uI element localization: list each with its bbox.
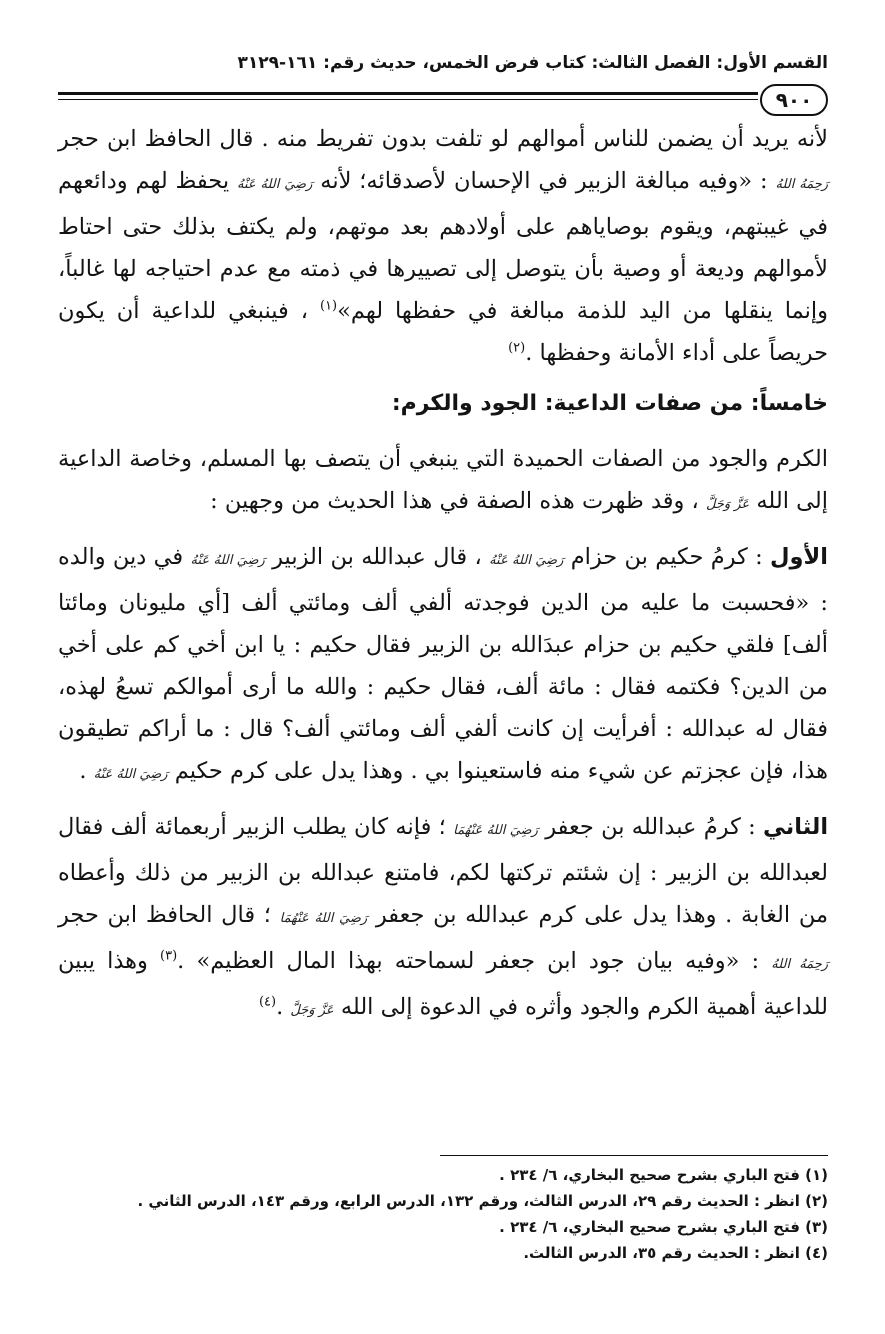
- paragraph-2-text: الكرم والجود من الصفات الحميدة التي ينبغي أن يتصف بها المسلم، وخاصة الداعية إلى الله: [58, 446, 828, 514]
- paragraph-2: [58, 438, 828, 526]
- footnotes: [58, 1162, 828, 1266]
- honorific-glyph: رَضِيَ اللهُ عَنْهُمَا: [279, 911, 368, 926]
- paragraph-4-text: : كرمُ عبدالله بن جعفر: [545, 814, 756, 840]
- footnote-1: (١) فتح الباري بشرح صحيح البخاري، ٦/ ٢٣٤ .: [499, 1166, 828, 1184]
- paragraph-3-end: .: [79, 758, 87, 784]
- point-label-second: الثاني: [763, 814, 829, 840]
- honorific-glyph: عَزَّ وَجَلَّ: [290, 1003, 334, 1018]
- header-rule-thin: [58, 99, 758, 100]
- paragraph-2-text-end: ، وقد ظهرت هذه الصفة في هذا الحديث من وجهين :: [210, 488, 699, 514]
- paragraph-4-quote: : «وفيه بيان جود ابن جعفر لسماحته بهذا المال العظيم» .: [177, 948, 760, 974]
- honorific-glyph: عَزَّ وَجَلَّ: [705, 497, 750, 512]
- section-heading: خامساً: من صفات الداعية: الجود والكرم:: [391, 391, 828, 416]
- honorific-glyph: رَحِمَهُ اللهُ: [775, 177, 829, 192]
- paragraph-1-quote: يحفظ لهم ودائعهم في غيبتهم، ويقوم بوصاياهم على أولادهم بعد موتهم، ولم يكتف بذلك حتى احتاط لأموالهم وديعة أو وصية بأن يتوصل إلى تصييرها في ذمته مع عدم احتياجه لها غالباً، وإنما ينقلها من اليد للذمة مبالغة في حفظها لهم»: [58, 168, 829, 324]
- paragraph-4-text-e: وهذا يبين للداعية أهمية الكرم والجود وأثره في الدعوة إلى الله: [58, 948, 828, 1020]
- honorific-glyph: رَحِمَهُ اللهُ: [771, 957, 829, 972]
- honorific-glyph: رَضِيَ اللهُ عَنْهُ: [236, 177, 313, 192]
- point-label-first: الأول: [770, 544, 829, 570]
- footnote-2: (٢) انظر : الحديث رقم ٢٩، الدرس الثالث، ورقم ١٣٢، الدرس الرابع، ورقم ١٤٣، الدرس الثاني .: [137, 1192, 828, 1210]
- header-rule-thick: [58, 92, 758, 95]
- main-text: [58, 118, 828, 1042]
- honorific-glyph: رَضِيَ اللهُ عَنْهُ: [190, 553, 265, 568]
- paragraph-3-text: : كرمُ حكيم بن حزام: [570, 544, 763, 570]
- paragraph-1-conclusion: ، فينبغي للداعية أن يكون حريصاً على أداء الأمانة وحفظها .: [58, 298, 828, 366]
- footnote-3: (٣) فتح الباري بشرح صحيح البخاري، ٦/ ٢٣٤ .: [499, 1218, 828, 1236]
- paragraph-4: [58, 806, 828, 1032]
- paragraph-1-quote-start: : «وفيه مبالغة الزبير في الإحسان لأصدقائه؛ لأنه: [320, 168, 768, 194]
- footnote-ref-4[interactable]: (٤): [258, 994, 277, 1010]
- paragraph-1: [58, 118, 828, 374]
- running-header: القسم الأول: الفصل الثالث: كتاب فرض الخمس، حديث رقم: ١٦١-٣١٢٩: [237, 53, 828, 73]
- paragraph-4-text-c: ؛ قال الحافظ ابن حجر: [58, 902, 271, 928]
- paragraph-3: [58, 536, 828, 796]
- paragraph-3-quote: في دين والده : «فحسبت ما عليه من الدين فوجدته ألفي ألف ومائتي ألف [أي مليونان ومائتا ألف] فلقي حكيم بن حزام عبدَالله بن الزبير فقال حكيم : يا ابن أخي كم على أخي من الدين؟ فكتمه فقال : مائة ألف، فقال حكيم : والله ما أرى أموالكم تسعُ لهذه، فقال له عبدالله : أفرأيت إن كانت ألفي ألف ومائتي ألف؟ قال : ما أراكم تطيقون هذا، فإن عجزتم عن شيء منه فاستعينوا بي . وهذا يدل على كرم حكيم: [58, 544, 829, 784]
- paragraph-4-text-b: ؛ فإنه كان يطلب الزبير أربعمائة ألف فقال لعبدالله بن الزبير : إن شئتم تركتها لكم، فامتنع عبدالله بن الزبير من ذلك وأعطاه من الغابة . وهذا يدل على كرم عبدالله بن جعفر: [58, 814, 828, 928]
- footnote-ref-3[interactable]: (٣): [160, 948, 178, 964]
- footnote-ref-2[interactable]: (٢): [508, 340, 526, 356]
- honorific-glyph: رَضِيَ اللهُ عَنْهُ: [93, 767, 168, 782]
- page-number: ٩٠٠: [760, 84, 828, 116]
- paragraph-4-end: .: [276, 994, 284, 1020]
- footnote-separator: [440, 1155, 828, 1156]
- footnote-ref-1[interactable]: (١): [319, 298, 338, 314]
- paragraph-1-text: لأنه يريد أن يضمن للناس أموالهم لو تلفت بدون تفريط منه . قال الحافظ ابن حجر: [58, 126, 828, 152]
- honorific-glyph: رَضِيَ اللهُ عَنْهُ: [489, 553, 564, 568]
- paragraph-3-text-b: ، قال عبدالله بن الزبير: [272, 544, 482, 570]
- honorific-glyph: رَضِيَ اللهُ عَنْهُمَا: [453, 823, 538, 838]
- footnote-4: (٤) انظر : الحديث رقم ٣٥، الدرس الثالث.: [523, 1244, 828, 1262]
